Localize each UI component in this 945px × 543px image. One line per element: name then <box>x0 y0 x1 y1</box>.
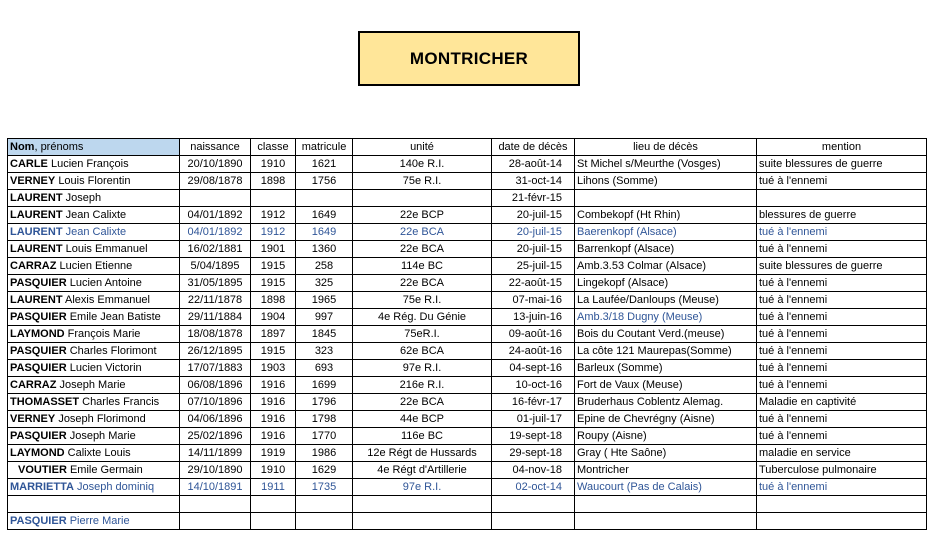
unit-cell: 22e BCP <box>353 207 492 224</box>
given-names: Joseph <box>65 192 102 204</box>
birth-date-cell: 18/08/1878 <box>180 326 251 343</box>
death-place-cell: Lihons (Somme) <box>575 173 757 190</box>
death-place-cell: La côte 121 Maurepas(Somme) <box>575 343 757 360</box>
empty-cell <box>492 513 575 530</box>
death-place-cell: Baerenkopf (Alsace) <box>575 224 757 241</box>
mention-cell: tué à l'ennemi <box>757 428 927 445</box>
class-cell: 1898 <box>251 173 296 190</box>
class-cell: 1915 <box>251 258 296 275</box>
unit-cell: 22e BCA <box>353 241 492 258</box>
unit-cell: 22e BCA <box>353 394 492 411</box>
name-cell <box>8 156 180 173</box>
birth-date-cell: 25/02/1896 <box>180 428 251 445</box>
mention-cell: tué à l'ennemi <box>757 292 927 309</box>
unit-cell: 4e Rég. Du Génie <box>353 309 492 326</box>
surname: MARRIETTA <box>10 481 74 493</box>
class-cell <box>251 190 296 207</box>
class-cell: 1912 <box>251 207 296 224</box>
surname: PASQUIER <box>10 515 67 527</box>
death-place-cell: Waucourt (Pas de Calais) <box>575 479 757 496</box>
matricule-cell: 1649 <box>296 207 353 224</box>
birth-date-cell: 20/10/1890 <box>180 156 251 173</box>
death-place-cell <box>575 190 757 207</box>
name-cell <box>8 241 180 258</box>
death-date-cell: 21-févr-15 <box>492 190 575 207</box>
death-place-cell: Montricher <box>575 462 757 479</box>
matricule-cell: 1649 <box>296 224 353 241</box>
empty-cell <box>251 513 296 530</box>
header-date-deces: date de décès <box>492 139 575 156</box>
matricule-cell: 1845 <box>296 326 353 343</box>
mention-cell: tué à l'ennemi <box>757 479 927 496</box>
class-cell: 1901 <box>251 241 296 258</box>
unit-cell: 75e R.I. <box>353 173 492 190</box>
mention-cell: tué à l'ennemi <box>757 275 927 292</box>
matricule-cell: 1798 <box>296 411 353 428</box>
surname: CARRAZ <box>10 260 57 272</box>
given-names: François Marie <box>67 328 141 340</box>
unit-cell: 12e Régt de Hussards <box>353 445 492 462</box>
war-dead-table <box>7 138 927 530</box>
death-place-cell: Barleux (Somme) <box>575 360 757 377</box>
mention-cell: tué à l'ennemi <box>757 224 927 241</box>
birth-date-cell: 07/10/1896 <box>180 394 251 411</box>
death-date-cell: 19-sept-18 <box>492 428 575 445</box>
death-date-cell: 01-juil-17 <box>492 411 575 428</box>
class-cell: 1916 <box>251 411 296 428</box>
death-place-cell: Lingekopf (Alsace) <box>575 275 757 292</box>
given-names: Emile Germain <box>69 464 143 476</box>
death-place-cell: Combekopf (Ht Rhin) <box>575 207 757 224</box>
birth-date-cell: 29/11/1884 <box>180 309 251 326</box>
given-names: Jean Calixte <box>65 226 127 238</box>
death-date-cell: 24-août-16 <box>492 343 575 360</box>
death-place-cell: Gray ( Hte Saône) <box>575 445 757 462</box>
mention-cell: tué à l'ennemi <box>757 360 927 377</box>
surname: LAURENT <box>10 226 63 238</box>
class-cell: 1916 <box>251 377 296 394</box>
surname: LAURENT <box>10 209 63 221</box>
empty-cell <box>296 513 353 530</box>
header-row <box>8 139 927 156</box>
name-cell <box>8 275 180 292</box>
death-date-cell: 02-oct-14 <box>492 479 575 496</box>
death-place-cell: Amb.3/18 Dugny (Meuse) <box>575 309 757 326</box>
unit-cell: 97e R.I. <box>353 479 492 496</box>
given-names: Joseph Florimond <box>58 413 146 425</box>
death-place-cell: Bois du Coutant Verd.(meuse) <box>575 326 757 343</box>
class-cell: 1912 <box>251 224 296 241</box>
table-row <box>8 173 927 190</box>
name-cell <box>8 445 180 462</box>
empty-cell <box>353 496 492 513</box>
mention-cell: suite blessures de guerre <box>757 156 927 173</box>
given-names: Calixte Louis <box>67 447 131 459</box>
matricule-cell: 258 <box>296 258 353 275</box>
mention-cell: tué à l'ennemi <box>757 173 927 190</box>
mention-cell: Maladie en captivité <box>757 394 927 411</box>
class-cell: 1916 <box>251 394 296 411</box>
table-row <box>8 190 927 207</box>
name-cell <box>8 411 180 428</box>
unit-cell: 22e BCA <box>353 275 492 292</box>
birth-date-cell: 04/01/1892 <box>180 224 251 241</box>
mention-cell: tué à l'ennemi <box>757 343 927 360</box>
death-date-cell: 29-sept-18 <box>492 445 575 462</box>
unit-cell: 75e R.I. <box>353 292 492 309</box>
page-title: MONTRICHER <box>409 48 529 68</box>
name-cell <box>8 190 180 207</box>
surname: LAYMOND <box>10 328 65 340</box>
birth-date-cell: 31/05/1895 <box>180 275 251 292</box>
unit-cell: 22e BCA <box>353 224 492 241</box>
mention-cell: suite blessures de guerre <box>757 258 927 275</box>
table-row <box>8 258 927 275</box>
table-row <box>8 292 927 309</box>
given-names: Joseph dominiq <box>77 481 155 493</box>
class-cell: 1915 <box>251 275 296 292</box>
given-names: Louis Emmanuel <box>65 243 148 255</box>
death-place-cell: St Michel s/Meurthe (Vosges) <box>575 156 757 173</box>
given-names: Lucien Etienne <box>59 260 133 272</box>
surname: VERNEY <box>10 175 56 187</box>
death-place-cell: Roupy (Aisne) <box>575 428 757 445</box>
header-unite: unité <box>353 139 492 156</box>
surname: CARRAZ <box>10 379 57 391</box>
table-row <box>8 479 927 496</box>
unit-cell: 97e R.I. <box>353 360 492 377</box>
mention-cell: tué à l'ennemi <box>757 377 927 394</box>
death-place-cell: Bruderhaus Coblentz Alemag. <box>575 394 757 411</box>
given-names: Lucien Victorin <box>69 362 142 374</box>
unit-cell: 116e BC <box>353 428 492 445</box>
empty-cell <box>757 513 927 530</box>
death-date-cell: 10-oct-16 <box>492 377 575 394</box>
surname: PASQUIER <box>10 311 67 323</box>
name-cell <box>8 326 180 343</box>
given-names: Louis Florentin <box>58 175 131 187</box>
surname: LAURENT <box>10 192 63 204</box>
table-row <box>8 309 927 326</box>
mention-cell: tué à l'ennemi <box>757 411 927 428</box>
table-row <box>8 207 927 224</box>
given-names: Emile Jean Batiste <box>69 311 161 323</box>
birth-date-cell <box>180 190 251 207</box>
name-cell <box>8 513 180 530</box>
birth-date-cell: 29/10/1890 <box>180 462 251 479</box>
name-cell <box>8 394 180 411</box>
mention-cell: Tuberculose pulmonaire <box>757 462 927 479</box>
empty-cell <box>180 513 251 530</box>
header-naissance: naissance <box>180 139 251 156</box>
table-row <box>8 445 927 462</box>
class-cell: 1898 <box>251 292 296 309</box>
name-cell <box>8 173 180 190</box>
header-name: Nom, prénoms <box>8 139 180 156</box>
name-cell <box>8 258 180 275</box>
birth-date-cell: 16/02/1881 <box>180 241 251 258</box>
death-place-cell: Fort de Vaux (Meuse) <box>575 377 757 394</box>
name-cell <box>8 224 180 241</box>
surname: PASQUIER <box>10 277 67 289</box>
birth-date-cell: 5/04/1895 <box>180 258 251 275</box>
class-cell: 1903 <box>251 360 296 377</box>
empty-cell <box>296 496 353 513</box>
name-cell <box>8 360 180 377</box>
empty-cell <box>353 513 492 530</box>
death-place-cell: Amb.3.53 Colmar (Alsace) <box>575 258 757 275</box>
birth-date-cell: 04/01/1892 <box>180 207 251 224</box>
matricule-cell: 1986 <box>296 445 353 462</box>
table-row <box>8 326 927 343</box>
death-date-cell: 16-févr-17 <box>492 394 575 411</box>
mention-cell <box>757 190 927 207</box>
table-row <box>8 343 927 360</box>
death-date-cell: 20-juil-15 <box>492 224 575 241</box>
name-cell <box>8 207 180 224</box>
mention-cell: tué à l'ennemi <box>757 326 927 343</box>
death-date-cell: 09-août-16 <box>492 326 575 343</box>
table-row <box>8 360 927 377</box>
surname: LAURENT <box>10 243 63 255</box>
name-cell <box>8 309 180 326</box>
matricule-cell: 1621 <box>296 156 353 173</box>
given-names: Charles Francis <box>82 396 160 408</box>
death-date-cell: 28-août-14 <box>492 156 575 173</box>
given-names: Lucien François <box>50 158 129 170</box>
surname: VOUTIER <box>18 464 67 476</box>
matricule-cell: 1770 <box>296 428 353 445</box>
name-cell <box>8 377 180 394</box>
class-cell: 1919 <box>251 445 296 462</box>
unit-cell: 4e Régt d'Artillerie <box>353 462 492 479</box>
birth-date-cell: 22/11/1878 <box>180 292 251 309</box>
class-cell: 1911 <box>251 479 296 496</box>
matricule-cell: 1756 <box>296 173 353 190</box>
table-row <box>8 275 927 292</box>
death-place-cell: Barrenkopf (Alsace) <box>575 241 757 258</box>
mention-cell: tué à l'ennemi <box>757 241 927 258</box>
matricule-cell: 1796 <box>296 394 353 411</box>
surname: VERNEY <box>10 413 56 425</box>
birth-date-cell: 26/12/1895 <box>180 343 251 360</box>
name-cell <box>8 343 180 360</box>
class-cell: 1916 <box>251 428 296 445</box>
given-names: Charles Florimont <box>69 345 157 357</box>
death-date-cell: 22-août-15 <box>492 275 575 292</box>
table-row <box>8 411 927 428</box>
class-cell: 1910 <box>251 462 296 479</box>
class-cell: 1915 <box>251 343 296 360</box>
empty-cell <box>180 496 251 513</box>
death-date-cell: 31-oct-14 <box>492 173 575 190</box>
given-names: Joseph Marie <box>69 430 136 442</box>
table-row <box>8 513 927 530</box>
death-date-cell: 20-juil-15 <box>492 207 575 224</box>
table-row <box>8 394 927 411</box>
unit-cell: 216e R.I. <box>353 377 492 394</box>
mention-cell: maladie en service <box>757 445 927 462</box>
given-names: Joseph Marie <box>59 379 126 391</box>
name-cell <box>8 428 180 445</box>
empty-cell <box>492 496 575 513</box>
surname: PASQUIER <box>10 345 67 357</box>
birth-date-cell: 04/06/1896 <box>180 411 251 428</box>
unit-cell: 62e BCA <box>353 343 492 360</box>
blank-row <box>8 496 927 513</box>
death-date-cell: 04-sept-16 <box>492 360 575 377</box>
surname: THOMASSET <box>10 396 80 408</box>
surname: CARLE <box>10 158 48 170</box>
table-row <box>8 462 927 479</box>
unit-cell <box>353 190 492 207</box>
header-classe: classe <box>251 139 296 156</box>
death-date-cell: 20-juil-15 <box>492 241 575 258</box>
surname: LAYMOND <box>10 447 65 459</box>
name-cell <box>8 462 180 479</box>
table-row <box>8 428 927 445</box>
surname: PASQUIER <box>10 430 67 442</box>
given-names: Lucien Antoine <box>69 277 142 289</box>
birth-date-cell: 29/08/1878 <box>180 173 251 190</box>
given-names: Pierre Marie <box>69 515 130 527</box>
birth-date-cell: 14/11/1899 <box>180 445 251 462</box>
matricule-cell <box>296 190 353 207</box>
unit-cell: 114e BC <box>353 258 492 275</box>
mention-cell: blessures de guerre <box>757 207 927 224</box>
mention-cell: tué à l'ennemi <box>757 309 927 326</box>
surname: PASQUIER <box>10 362 67 374</box>
table-row <box>8 377 927 394</box>
matricule-cell: 1629 <box>296 462 353 479</box>
given-names: Jean Calixte <box>65 209 127 221</box>
empty-cell <box>251 496 296 513</box>
death-date-cell: 25-juil-15 <box>492 258 575 275</box>
matricule-cell: 1965 <box>296 292 353 309</box>
unit-cell: 140e R.I. <box>353 156 492 173</box>
matricule-cell: 1735 <box>296 479 353 496</box>
header-mention: mention <box>757 139 927 156</box>
page-title-box <box>358 31 580 86</box>
death-date-cell: 13-juin-16 <box>492 309 575 326</box>
matricule-cell: 323 <box>296 343 353 360</box>
birth-date-cell: 17/07/1883 <box>180 360 251 377</box>
empty-cell <box>575 496 757 513</box>
class-cell: 1897 <box>251 326 296 343</box>
death-place-cell: La Laufée/Danloups (Meuse) <box>575 292 757 309</box>
header-matricule: matricule <box>296 139 353 156</box>
empty-cell <box>575 513 757 530</box>
unit-cell: 75eR.I. <box>353 326 492 343</box>
matricule-cell: 1699 <box>296 377 353 394</box>
death-date-cell: 07-mai-16 <box>492 292 575 309</box>
empty-cell <box>8 496 180 513</box>
header-lieu-deces: lieu de décès <box>575 139 757 156</box>
matricule-cell: 1360 <box>296 241 353 258</box>
surname: LAURENT <box>10 294 63 306</box>
class-cell: 1910 <box>251 156 296 173</box>
death-date-cell: 04-nov-18 <box>492 462 575 479</box>
unit-cell: 44e BCP <box>353 411 492 428</box>
matricule-cell: 997 <box>296 309 353 326</box>
birth-date-cell: 06/08/1896 <box>180 377 251 394</box>
death-place-cell: Epine de Chevrégny (Aisne) <box>575 411 757 428</box>
birth-date-cell: 14/10/1891 <box>180 479 251 496</box>
empty-cell <box>757 496 927 513</box>
table-row <box>8 241 927 258</box>
matricule-cell: 325 <box>296 275 353 292</box>
table-row <box>8 224 927 241</box>
table-row <box>8 156 927 173</box>
matricule-cell: 693 <box>296 360 353 377</box>
name-cell <box>8 479 180 496</box>
name-cell <box>8 292 180 309</box>
class-cell: 1904 <box>251 309 296 326</box>
given-names: Alexis Emmanuel <box>65 294 150 306</box>
